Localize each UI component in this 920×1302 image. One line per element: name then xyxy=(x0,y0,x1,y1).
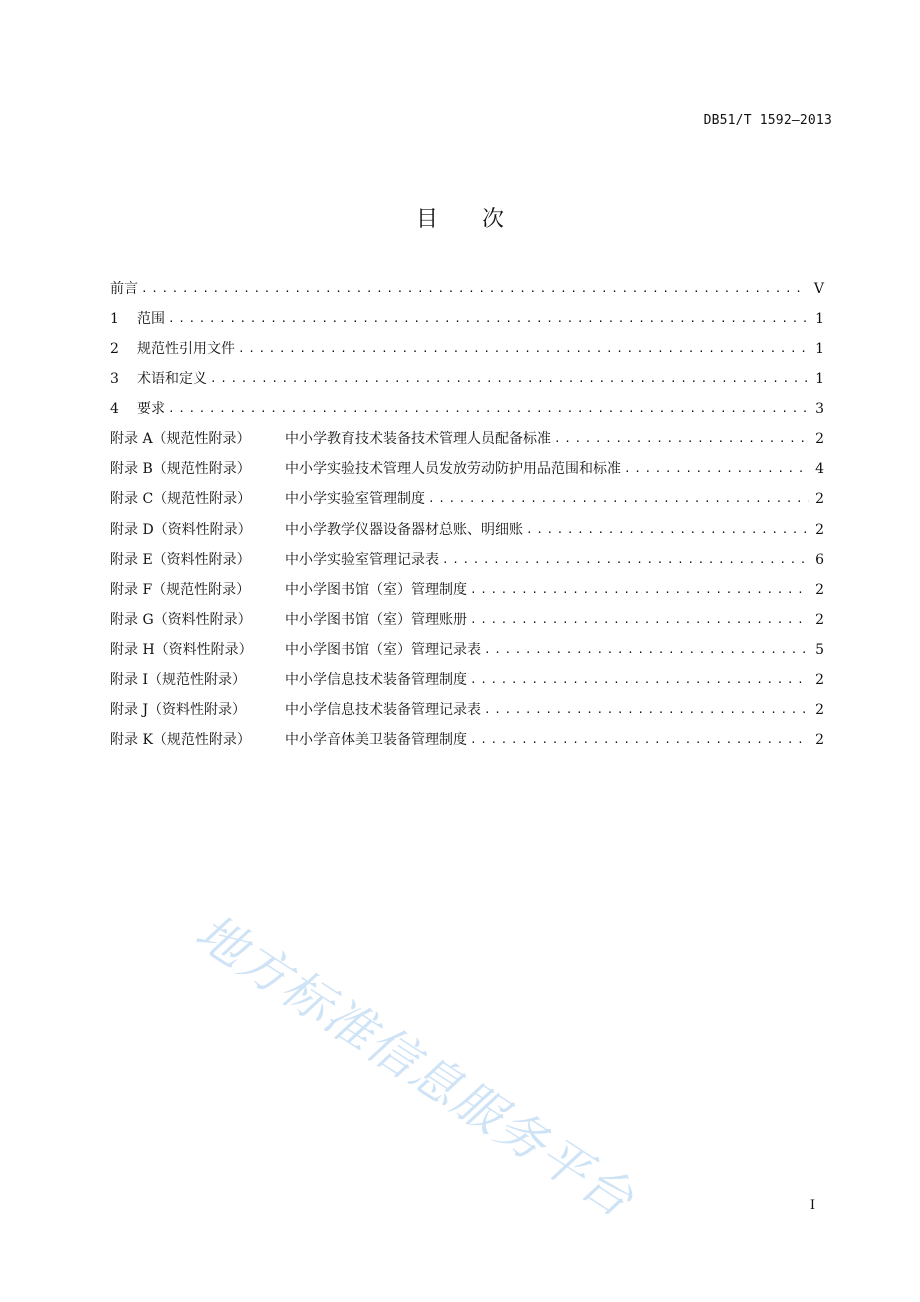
toc-dot-leader xyxy=(470,670,809,684)
toc-dot-leader xyxy=(484,640,809,654)
toc-dot-leader xyxy=(168,399,809,413)
toc-dot-leader xyxy=(470,610,809,624)
toc-entry[interactable] xyxy=(110,308,824,338)
toc-dot-leader xyxy=(428,489,809,503)
toc-entry-page: 2 xyxy=(815,611,824,628)
toc-entry[interactable] xyxy=(110,639,824,669)
toc-entry-page: 1 xyxy=(815,371,824,388)
toc-entry-appendix: 附录 J（资料性附录） xyxy=(110,701,247,718)
toc-entry-label: 中小学教育技术装备技术管理人员配备标准 xyxy=(285,431,551,448)
toc-entry-page: 2 xyxy=(815,431,824,448)
document-code: DB51/T 1592—2013 xyxy=(703,113,832,128)
toc-entry-label: 中小学图书馆（室）管理账册 xyxy=(285,611,467,628)
toc-entry-appendix: 附录 G（资料性附录） xyxy=(110,611,252,628)
toc-dot-leader xyxy=(470,580,809,594)
toc-entry-page: 2 xyxy=(815,491,824,508)
toc-entry-page: 2 xyxy=(815,671,824,688)
toc-dot-leader xyxy=(210,369,809,383)
page-title xyxy=(0,202,920,233)
toc-entry[interactable] xyxy=(110,549,824,579)
toc-entry-label: 术语和定义 xyxy=(137,371,207,388)
toc-entry-page: 1 xyxy=(815,311,824,328)
toc-entry-number: 4 xyxy=(110,401,119,418)
toc-entry-appendix: 附录 A（规范性附录） xyxy=(110,431,251,448)
title-char-1: 目 xyxy=(415,207,438,232)
toc-entry-page: 5 xyxy=(815,641,824,658)
toc-entry-label: 中小学信息技术装备管理制度 xyxy=(285,671,467,688)
toc-entry-appendix: 附录 H（资料性附录） xyxy=(110,641,253,658)
toc-entry-appendix: 附录 C（规范性附录） xyxy=(110,491,252,508)
toc-entry[interactable] xyxy=(110,398,824,428)
table-of-contents xyxy=(110,278,824,759)
toc-entry-label: 中小学图书馆（室）管理记录表 xyxy=(285,641,481,658)
toc-dot-leader xyxy=(238,339,809,353)
toc-entry[interactable] xyxy=(110,609,824,639)
toc-entry-page: 4 xyxy=(815,461,824,478)
toc-entry[interactable] xyxy=(110,699,824,729)
toc-entry-label: 范围 xyxy=(137,311,165,328)
toc-entry-label: 中小学实验技术管理人员发放劳动防护用品范围和标准 xyxy=(285,461,621,478)
toc-dot-leader xyxy=(554,429,809,443)
toc-entry-label: 中小学实验室管理制度 xyxy=(285,491,425,508)
toc-entry-appendix: 附录 E（资料性附录） xyxy=(110,551,251,568)
watermark: 地方标准信息服务平台 xyxy=(185,903,645,1229)
toc-entry-number: 3 xyxy=(110,371,119,388)
toc-entry-label: 中小学教学仪器设备器材总账、明细账 xyxy=(285,521,523,538)
page-number: I xyxy=(809,1198,815,1213)
toc-entry-appendix: 附录 B（规范性附录） xyxy=(110,461,251,478)
toc-entry-page: 2 xyxy=(815,581,824,598)
toc-entry[interactable] xyxy=(110,729,824,759)
toc-entry-label: 前言 xyxy=(110,281,138,297)
toc-entry-number: 2 xyxy=(110,341,119,358)
toc-entry-label: 中小学实验室管理记录表 xyxy=(285,551,439,568)
toc-entry[interactable] xyxy=(110,338,824,368)
toc-dot-leader xyxy=(141,279,808,293)
toc-entry-label: 中小学音体美卫装备管理制度 xyxy=(285,731,467,748)
toc-entry[interactable] xyxy=(110,669,824,699)
toc-entry-label: 要求 xyxy=(137,401,165,418)
toc-entry-appendix: 附录 F（规范性附录） xyxy=(110,581,251,598)
toc-entry-appendix: 附录 D（资料性附录） xyxy=(110,521,252,538)
toc-entry-number: 1 xyxy=(110,311,119,328)
toc-entry-page: 3 xyxy=(815,401,824,418)
toc-entry[interactable] xyxy=(110,278,824,308)
toc-entry-page: V xyxy=(813,281,824,297)
toc-entry[interactable] xyxy=(110,368,824,398)
toc-dot-leader xyxy=(168,309,809,323)
toc-dot-leader xyxy=(624,459,809,473)
toc-entry-appendix: 附录 K（规范性附录） xyxy=(110,731,251,748)
toc-entry-label: 中小学信息技术装备管理记录表 xyxy=(285,701,481,718)
toc-entry-page: 2 xyxy=(815,701,824,718)
toc-entry-page: 2 xyxy=(815,731,824,748)
toc-entry-label: 中小学图书馆（室）管理制度 xyxy=(285,581,467,598)
toc-dot-leader xyxy=(526,520,809,534)
toc-entry[interactable] xyxy=(110,579,824,609)
toc-dot-leader xyxy=(470,730,809,744)
toc-entry[interactable] xyxy=(110,488,824,518)
title-char-2: 次 xyxy=(482,207,505,232)
toc-entry-page: 2 xyxy=(815,521,824,538)
toc-entry[interactable] xyxy=(110,519,824,549)
toc-entry[interactable] xyxy=(110,458,824,488)
toc-dot-leader xyxy=(484,700,809,714)
toc-entry-appendix: 附录 I（规范性附录） xyxy=(110,671,246,688)
toc-entry-label: 规范性引用文件 xyxy=(137,341,235,358)
toc-entry[interactable] xyxy=(110,428,824,458)
toc-dot-leader xyxy=(442,550,809,564)
toc-entry-page: 6 xyxy=(815,551,824,568)
toc-entry-page: 1 xyxy=(815,341,824,358)
